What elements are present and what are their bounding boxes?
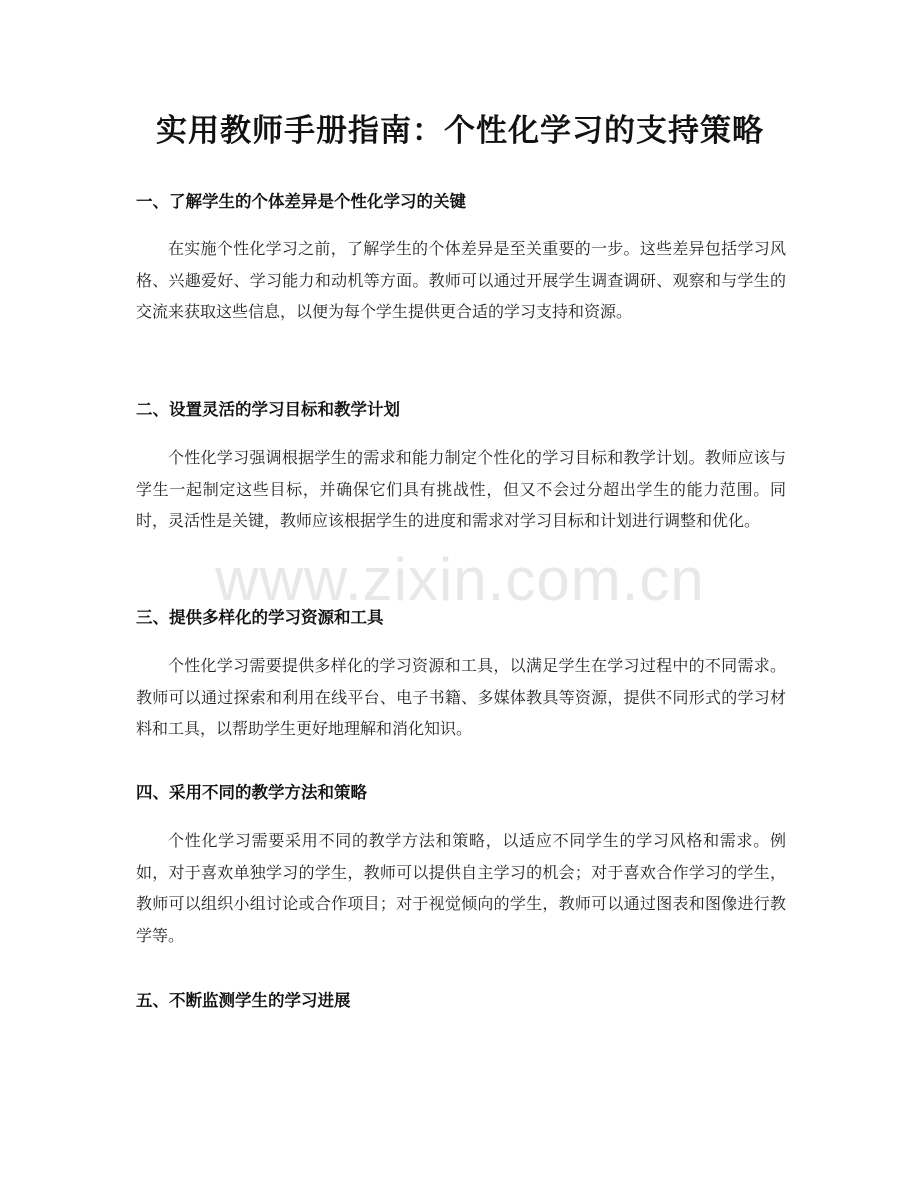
- section-1-heading: 一、了解学生的个体差异是个性化学习的关键: [136, 192, 466, 211]
- watermark-text: www.zixin.com.cn: [215, 546, 705, 613]
- section-4-heading: 四、采用不同的教学方法和策略: [136, 783, 367, 802]
- section-3-body: 个性化学习需要提供多样化的学习资源和工具，以满足学生在学习过程中的不同需求。教师可以通过探索和利用在线平台、电子书籍、多媒体教具等资源，提供不同形式的学习材料和工具，以帮助学生更好地理解和消化知识。: [136, 656, 786, 738]
- section-4-body: 个性化学习需要采用不同的教学方法和策略，以适应不同学生的学习风格和需求。例如，对于喜欢单独学习的学生，教师可以提供自主学习的机会；对于喜欢合作学习的学生，教师可以组织小组讨论或合作项目；对于视觉倾向的学生，教师可以通过图表和图像进行教学等。: [136, 831, 786, 945]
- document-title: 实用教师手册指南：个性化学习的支持策略: [156, 113, 764, 149]
- section-5-heading: 五、不断监测学生的学习进展: [136, 991, 351, 1010]
- section-2-body: 个性化学习强调根据学生的需求和能力制定个性化的学习目标和教学计划。教师应该与学生一起制定这些目标，并确保它们具有挑战性，但又不会过分超出学生的能力范围。同时，灵活性是关键，教师应该根据学生的进度和需求对学习目标和计划进行调整和优化。: [136, 448, 786, 530]
- section-3-heading: 三、提供多样化的学习资源和工具: [136, 608, 384, 627]
- section-2-heading: 二、设置灵活的学习目标和教学计划: [136, 400, 400, 419]
- section-1-body: 在实施个性化学习之前，了解学生的个体差异是至关重要的一步。这些差异包括学习风格、兴趣爱好、学习能力和动机等方面。教师可以通过开展学生调查调研、观察和与学生的交流来获取这些信息，以便为每个学生提供更合适的学习支持和资源。: [136, 239, 786, 321]
